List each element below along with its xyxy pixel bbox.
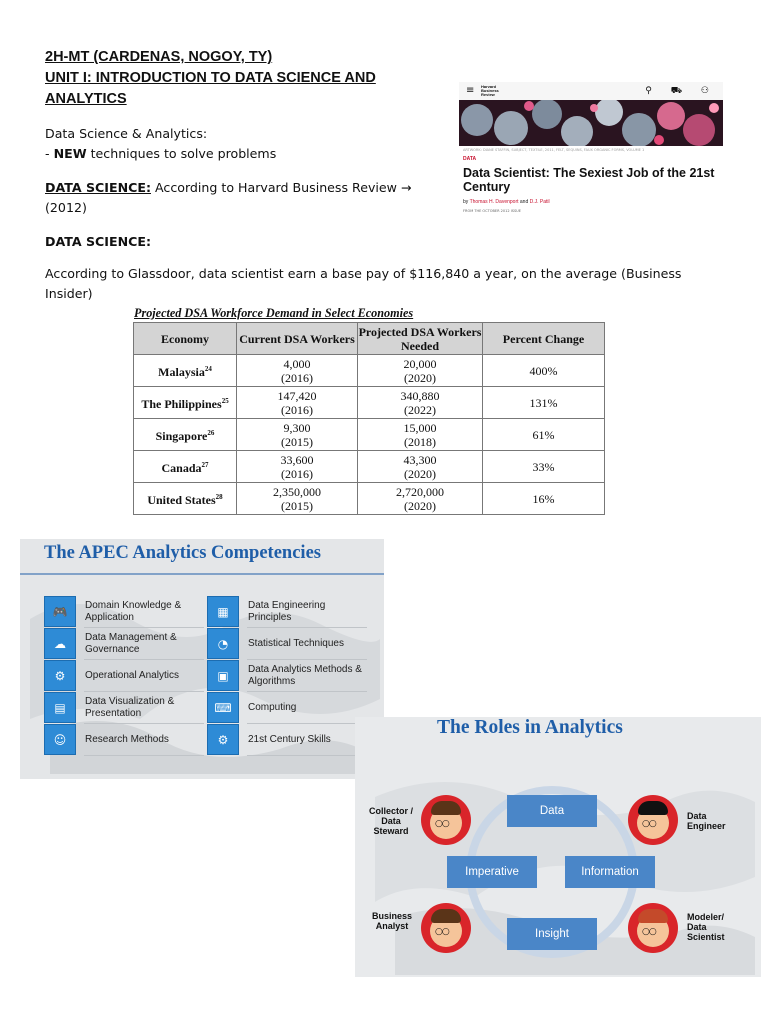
competency-label: 21st Century Skills: [248, 733, 331, 745]
hbr-byline: [463, 199, 550, 205]
cell-economy: [134, 419, 237, 451]
competency-icon: ⚙: [207, 724, 239, 755]
cell-current: [237, 451, 358, 483]
table-row: [134, 387, 605, 419]
data-engineer-avatar-icon: ○○: [628, 795, 678, 845]
competency-icon: ⚙: [44, 660, 76, 691]
intro-point-text: techniques to solve problems: [86, 146, 277, 161]
cell-projected: [358, 355, 483, 387]
current-year: (2015): [281, 434, 313, 449]
competency-label: Domain Knowledge & Application: [85, 599, 182, 623]
role-box-information: Information: [565, 856, 655, 888]
competency-item: [44, 596, 205, 627]
cell-percent: 400%: [483, 355, 605, 387]
competency-label: Computing: [248, 701, 297, 713]
role-box-imperative: Imperative: [447, 856, 537, 888]
glassdoor-source: Insider): [45, 286, 93, 301]
projected-year: (2022): [404, 402, 436, 417]
business-analyst-avatar-icon: ○○: [421, 903, 471, 953]
doc-header-unit-cont: ANALYTICS: [45, 91, 127, 107]
hbr-banner-art: [459, 100, 723, 146]
competency-divider: [84, 755, 204, 756]
table-caption: Projected DSA Workforce Demand in Select Economies: [134, 306, 414, 320]
hbr-nav-bar: [459, 82, 723, 101]
cell-percent: 16%: [483, 483, 605, 515]
modeler-avatar-icon: ○○: [628, 903, 678, 953]
hbr-reference: According to Harvard Business Review →: [151, 180, 412, 195]
competency-label: Data Management & Governance: [85, 631, 177, 655]
hbr-kicker: DATA: [463, 156, 477, 162]
apec-competencies-slide: [20, 539, 384, 779]
projected-year: (2020): [404, 466, 436, 481]
cell-current: [237, 419, 358, 451]
roles-in-analytics-slide: [355, 717, 761, 977]
byline-and: and: [518, 199, 530, 205]
role-box-insight: Insight: [507, 918, 597, 950]
competency-label: Data Engineering Principles: [248, 599, 326, 623]
projected-value: 20,000: [403, 356, 437, 371]
role-label-collector: Collector / Data Steward: [368, 806, 413, 836]
footnote-ref: 26: [207, 429, 215, 437]
data-science-label-2: DATA SCIENCE:: [45, 234, 151, 249]
cell-economy: [134, 483, 237, 515]
competency-item: [207, 692, 368, 723]
economy-name: Malaysia: [158, 365, 205, 379]
current-year: (2016): [281, 402, 313, 417]
cell-percent: 61%: [483, 419, 605, 451]
projected-value: 2,720,000: [396, 484, 444, 499]
roles-slide-title: The Roles in Analytics: [437, 717, 623, 738]
competency-icon: ☁: [44, 628, 76, 659]
competency-label: Research Methods: [85, 733, 169, 745]
table-row: [134, 419, 605, 451]
competency-label: Data Visualization & Presentation: [85, 695, 175, 719]
cell-projected: [358, 387, 483, 419]
textile-art-image: [459, 100, 723, 146]
current-value: 2,350,000: [273, 484, 321, 499]
competency-divider: [247, 755, 367, 756]
economy-name: United States: [147, 493, 216, 507]
collector-avatar-icon: ○○: [421, 795, 471, 845]
table-row: [134, 483, 605, 515]
hbr-article-clip: [459, 82, 723, 222]
current-year: (2016): [281, 370, 313, 385]
competency-item: [207, 596, 368, 627]
author-link: D.J. Patil: [529, 199, 550, 205]
header-current: Current DSA Workers: [237, 323, 358, 355]
hbr-logo-line: Review: [481, 92, 495, 97]
hbr-art-caption: ARTWORK: DIANE STAFFIN, SUBJECT, TEXTILE, 2011, FELT, SEQUINS, FAUX ORGANIC FORMS, VOLUME 1: [463, 148, 645, 152]
projected-value: 340,880: [400, 388, 440, 403]
cell-projected: [358, 419, 483, 451]
competency-item: [207, 724, 368, 755]
role-label-engineer: Data Engineer: [687, 811, 726, 831]
current-value: 33,600: [280, 452, 314, 467]
author-link: Thomas H. Davenport: [469, 199, 519, 205]
bullet-dash: -: [45, 146, 54, 161]
header-projected: Projected DSA Workers Needed: [358, 324, 482, 353]
current-year: (2016): [281, 466, 313, 481]
competency-icon: ☺: [44, 724, 76, 755]
header-economy: Economy: [134, 323, 237, 355]
data-science-label: DATA SCIENCE:: [45, 180, 151, 195]
competency-item: [207, 628, 368, 659]
economy-name: Singapore: [155, 429, 208, 443]
hbr-issue: FROM THE OCTOBER 2012 ISSUE: [463, 209, 521, 213]
hbr-logo-line: Business: [481, 88, 499, 93]
header-percent: Percent Change: [483, 323, 605, 355]
cell-economy: [134, 355, 237, 387]
dsa-workforce-table: [133, 322, 605, 515]
intro-point: [45, 144, 276, 164]
competency-label: Statistical Techniques: [248, 637, 344, 649]
apec-slide-title: The APEC Analytics Competencies: [44, 543, 321, 563]
cell-projected: [358, 451, 483, 483]
projected-value: 15,000: [403, 420, 437, 435]
projected-year: (2018): [404, 434, 436, 449]
projected-year: (2020): [404, 498, 436, 513]
competency-icon: ◔: [207, 628, 239, 659]
cell-economy: [134, 387, 237, 419]
cell-current: [237, 483, 358, 515]
current-value: 4,000: [283, 356, 311, 371]
search-cart-user-icons: ⚲ ⛟ ⚇: [645, 86, 717, 96]
competency-icon: 🎮: [44, 596, 76, 627]
footnote-ref: 27: [201, 461, 209, 469]
intro-title: Data Science & Analytics:: [45, 126, 208, 141]
competency-icon: ▣: [207, 660, 239, 691]
competency-icon: ▦: [207, 596, 239, 627]
hbr-article-title: Data Scientist: The Sexiest Job of the 21st Century: [463, 166, 715, 194]
cell-percent: 33%: [483, 451, 605, 483]
data-science-hbr: [45, 178, 412, 198]
byline-prefix: by: [463, 199, 470, 205]
menu-icon: ≡: [466, 85, 475, 96]
table-row: [134, 355, 605, 387]
doc-header-unit: UNIT I: INTRODUCTION TO DATA SCIENCE AND: [45, 70, 376, 86]
cell-current: [237, 387, 358, 419]
projected-year: (2020): [404, 370, 436, 385]
current-value: 9,300: [283, 420, 311, 435]
competency-label: Data Analytics Methods & Algorithms: [248, 663, 362, 687]
projected-value: 43,300: [403, 452, 437, 467]
table-header-row: [134, 323, 605, 355]
economy-name: Canada: [161, 461, 202, 475]
economy-name: The Philippines: [141, 397, 222, 411]
hbr-logo-line: Harvard: [481, 84, 497, 89]
cell-current: [237, 355, 358, 387]
competency-item: [44, 692, 205, 723]
competency-label: Operational Analytics: [85, 669, 179, 681]
competency-icon: ⌨: [207, 692, 239, 723]
competency-item: [44, 628, 205, 659]
hbr-year: (2012): [45, 200, 87, 215]
competency-item: [44, 724, 205, 755]
new-emphasis: NEW: [53, 146, 87, 161]
doc-header-course: 2H-MT (CARDENAS, NOGOY, TY): [45, 49, 273, 65]
title-divider: [20, 573, 384, 575]
glassdoor-text: According to Glassdoor, data scientist earn a base pay of $116,840 a year, on the average (Business: [45, 266, 682, 281]
role-label-modeler: Modeler/ Data Scientist: [687, 912, 725, 942]
cell-projected: [358, 483, 483, 515]
competency-item: [44, 660, 205, 691]
role-label-analyst: Business Analyst: [371, 911, 413, 931]
current-value: 147,420: [277, 388, 317, 403]
footnote-ref: 25: [221, 397, 229, 405]
competency-icon: ▤: [44, 692, 76, 723]
table-row: [134, 451, 605, 483]
cell-economy: [134, 451, 237, 483]
footnote-ref: 28: [215, 493, 223, 501]
cell-percent: 131%: [483, 387, 605, 419]
competency-item: [207, 660, 368, 691]
hbr-logo: [481, 85, 499, 97]
current-year: (2015): [281, 498, 313, 513]
footnote-ref: 24: [204, 365, 212, 373]
role-box-data: Data: [507, 795, 597, 827]
